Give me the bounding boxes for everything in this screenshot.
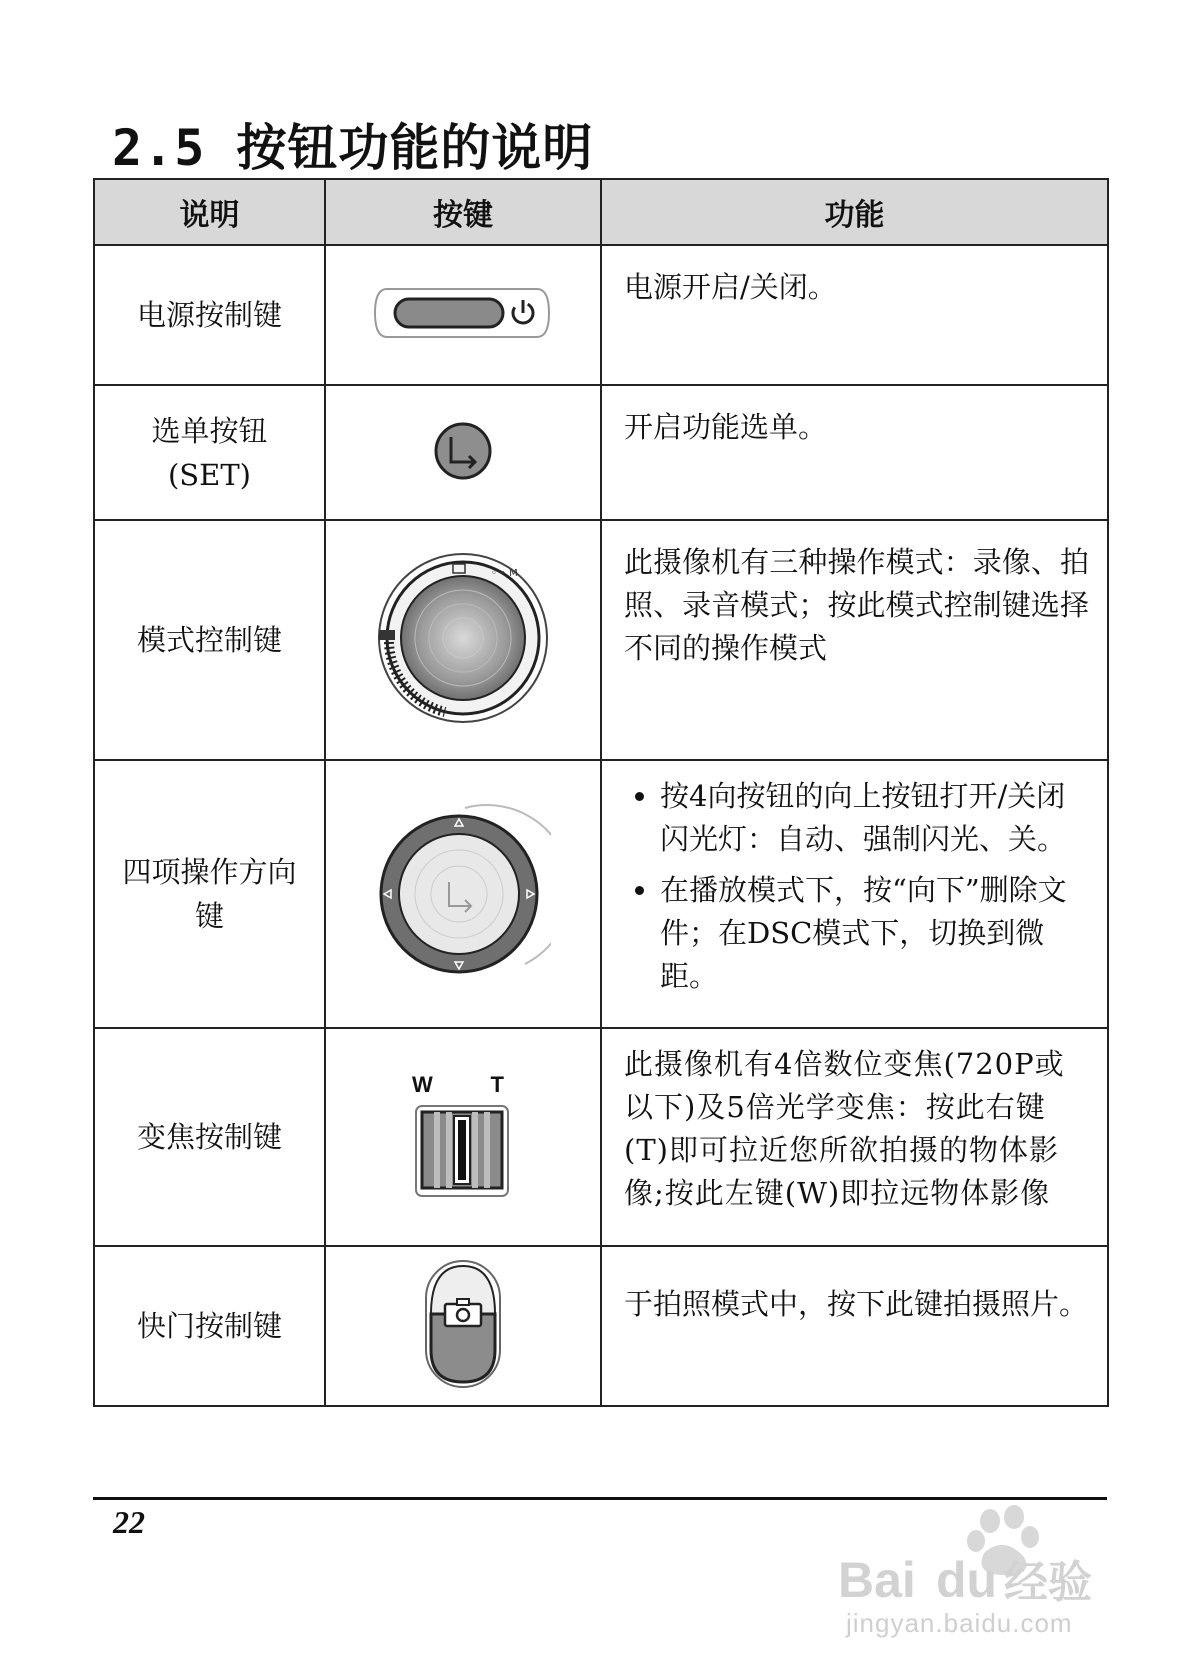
zoom-tele-label: T (490, 1072, 504, 1097)
table-row (94, 1246, 1108, 1406)
row-function: 此摄像机有4倍数位变焦(720P或以下)及5倍光学变焦：按此右键(T)即可拉近您所欲拍摄的物体影像;按此左键(W)即拉远物体影像 (601, 1028, 1108, 1246)
table-row (94, 520, 1108, 760)
table-row (94, 245, 1108, 385)
header-description: 说明 (94, 179, 325, 245)
row-label: 模式控制键 (94, 520, 325, 760)
row-label: 快门按制键 (94, 1246, 325, 1406)
row-function: 开启功能选单。 (601, 385, 1108, 520)
row-label: 四项操作方向键 (94, 760, 325, 1028)
page-number: 22 (113, 1504, 145, 1540)
table-row (94, 1028, 1108, 1246)
svg-text:经验: 经验 (1004, 1557, 1092, 1608)
menu-set-button-icon (325, 385, 601, 520)
table-row (94, 385, 1108, 520)
zoom-switch-icon (325, 1028, 601, 1246)
svg-text:◦ • M: ◦ • M (491, 568, 518, 579)
svg-text:Bai: Bai (838, 1552, 916, 1608)
header-function: 功能 (601, 179, 1108, 245)
row-function: 于拍照模式中，按下此键拍摄照片。 (601, 1246, 1108, 1406)
four-way-direction-pad-icon (325, 760, 601, 1028)
list-item: • 在播放模式下，按“向下”删除文件；在DSC模式下，切换到微距。 (660, 869, 1089, 998)
table-row (94, 760, 1108, 1028)
button-function-table (93, 178, 1109, 1407)
function-bullet-list (624, 775, 1089, 998)
row-function: 此摄像机有三种操作模式：录像、拍照、录音模式；按此模式控制键选择不同的操作模式 (601, 520, 1108, 760)
table-header-row (94, 179, 1108, 245)
list-item: • 按4向按钮的向上按钮打开/关闭闪光灯：自动、强制闪光、关。 (660, 775, 1089, 861)
row-function: 电源开启/关闭。 (601, 245, 1108, 385)
header-key: 按键 (325, 179, 601, 245)
baidu-jingyan-watermark-logo (838, 1505, 1128, 1665)
watermark-url: jingyan.baidu.com (846, 1608, 1073, 1638)
shutter-button-icon (325, 1246, 601, 1406)
row-function (601, 760, 1108, 1028)
footer-divider (93, 1497, 1107, 1500)
svg-text:du: du (936, 1552, 998, 1608)
zoom-wide-label: W (412, 1072, 433, 1097)
page-title: 2.5 按钮功能的说明 (112, 119, 594, 177)
power-button-icon (325, 245, 601, 385)
row-label: 选单按钮 (SET) (94, 385, 325, 520)
row-label: 变焦按制键 (94, 1028, 325, 1246)
mode-dial-icon (325, 520, 601, 760)
row-label: 电源按制键 (94, 245, 325, 385)
